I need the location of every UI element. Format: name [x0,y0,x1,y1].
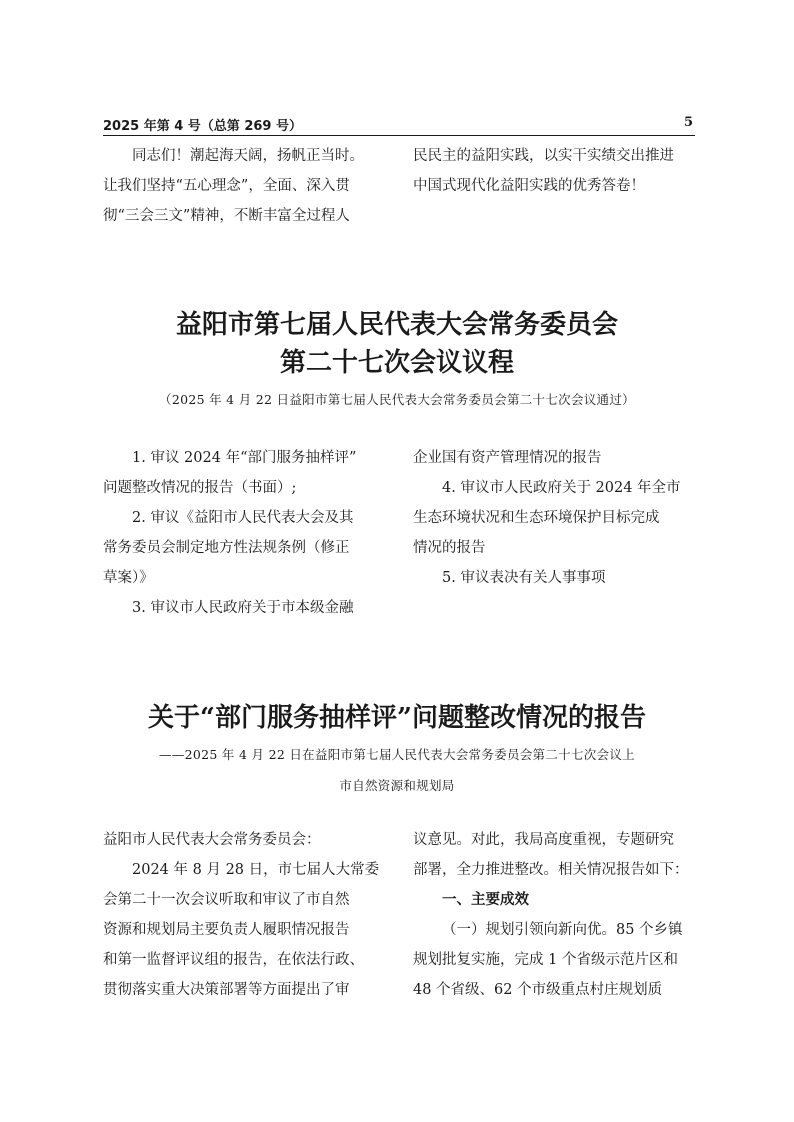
agenda-item: 企业国有资产管理情况的报告 [413,450,602,466]
report-title: 关于“部门服务抽样评”问题整改情况的报告 [148,703,646,733]
report-line: 贯彻落实重大决策部署等方面提出了审 [103,982,350,998]
report-line: 48 个省级、62 个市级重点村庄规划质 [413,982,663,998]
report-line: 会第二十一次会议听取和审议了市自然 [103,892,350,908]
report-department: 市自然资源和规划局 [339,778,455,793]
page-number: 5 [684,115,694,130]
agenda-item: 2. 审议《益阳市人民代表大会及其 [132,510,354,526]
report-line: 规划批复实施，完成 1 个省级示范片区和 [413,952,678,968]
issue-label: 2025 年第 4 号（总第 269 号） [103,119,302,134]
agenda-item: 情况的报告 [413,540,486,556]
report-subtitle: ——2025 年 4 月 22 日在益阳市第七届人民代表大会常务委员会第二十七次会议上 [159,747,635,762]
agenda-left-column [103,443,385,623]
intro-right-column [413,141,696,201]
agenda-item: 4. 审议市人民政府关于 2024 年全市 [442,480,681,496]
agenda-item: 1. 审议 2024 年“部门服务抽样评” [132,450,357,466]
report-right-column [413,825,696,1005]
agenda-item: 3. 审议市人民政府关于市本级金融 [132,600,354,616]
section-heading: 一、主要成效 [442,892,529,908]
agenda-item: 生态环境状况和生态环境保护目标完成 [413,510,660,526]
agenda-item: 常务委员会制定地方性法规条例（修正 [103,540,350,556]
report-line: 资源和规划局主要负责人履职情况报告 [103,922,350,938]
intro-line: 同志们！潮起海天阔，扬帆正当时。 [132,148,364,164]
report-line: 2024 年 8 月 28 日，市七届人大常委 [132,862,380,878]
agenda-note: （2025 年 4 月 22 日益阳市第七届人民代表大会常务委员会第二十七次会议通过） [159,392,635,407]
intro-line: 民民主的益阳实践，以实干实绩交出推进 [413,148,674,164]
agenda-title-line2: 第二十七次会议议程 [279,348,514,378]
intro-left-column [103,141,385,231]
agenda-item: 问题整改情况的报告（书面）; [103,480,297,496]
agenda-item: 草案）》 [103,570,154,586]
report-line: 议意见。对此，我局高度重视，专题研究 [413,832,674,848]
report-line: 部署，全力推进整改。相关情况报告如下： [413,862,689,878]
agenda-item: 5. 审议表决有关人事事项 [442,570,606,586]
intro-line: 让我们坚持“五心理念”，全面、深入贯 [103,178,350,194]
intro-line: 中国式现代化益阳实践的优秀答卷！ [413,178,645,194]
intro-line: 彻“三会三文”精神，不断丰富全过程人 [103,208,350,224]
report-left-column [103,825,385,1005]
header-rule [103,135,695,136]
agenda-title-line1: 益阳市第七届人民代表大会常务委员会 [175,310,618,340]
report-line: 和第一监督评议组的报告，在依法行政、 [103,952,364,968]
subsection-heading: （一）规划引领向新向优。85 个乡镇 [442,922,683,938]
agenda-right-column [413,443,696,593]
agenda-title [0,306,794,382]
report-salutation: 益阳市人民代表大会常务委员会： [103,832,321,848]
